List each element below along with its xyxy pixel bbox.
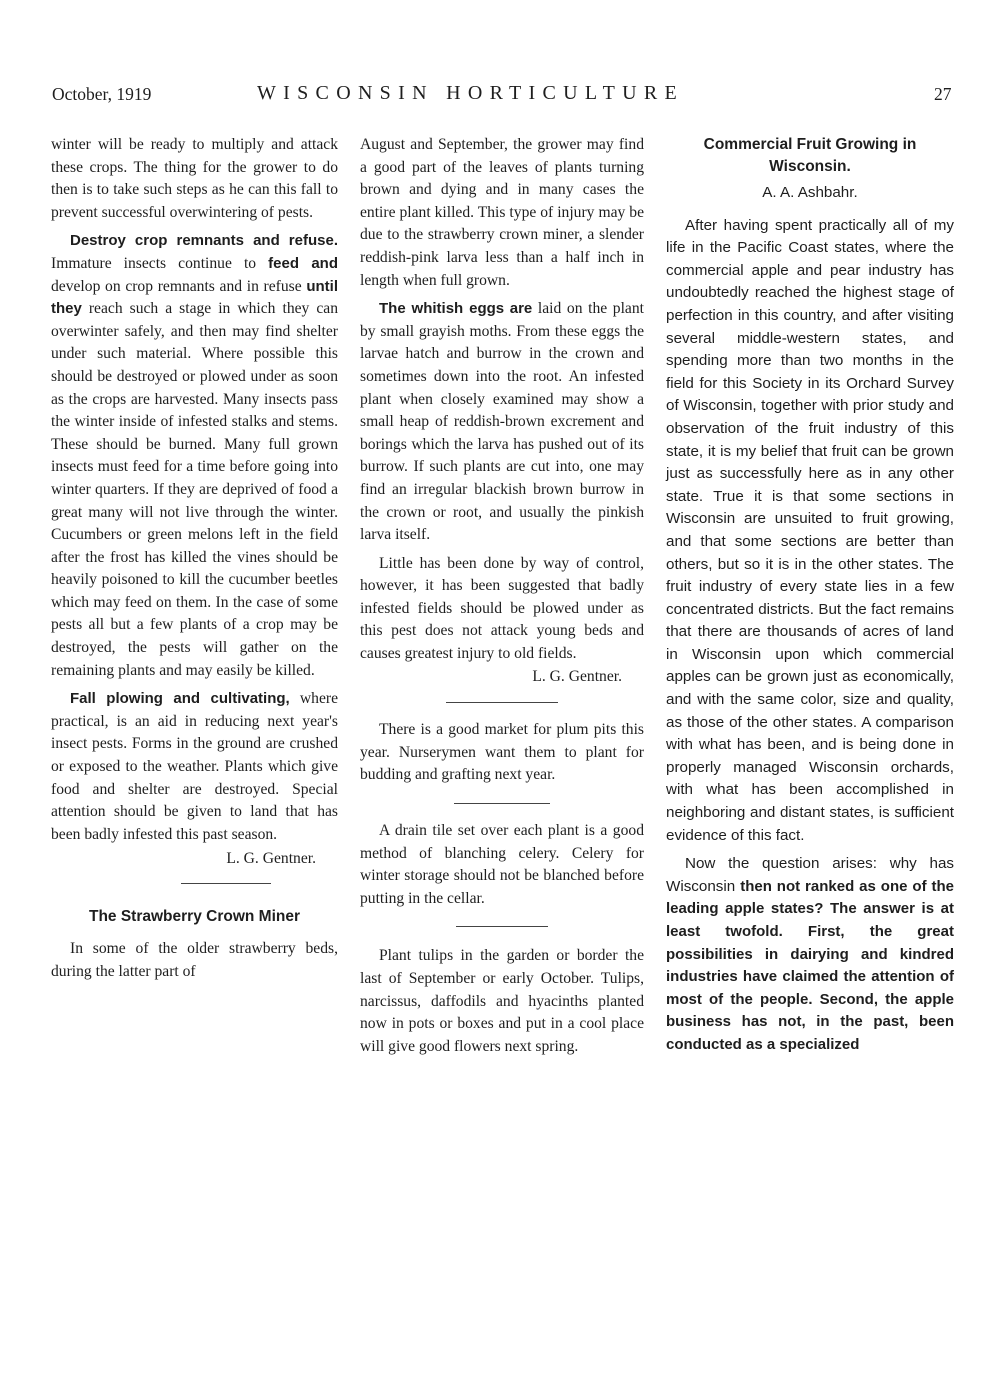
text-run: Now the question arises: why has Wisconsin	[666, 855, 954, 895]
bold-run: are	[509, 300, 533, 318]
column-left	[51, 134, 338, 983]
paragraph-fall-plowing	[51, 688, 338, 846]
column-middle	[360, 134, 644, 1058]
paragraph-question	[666, 853, 954, 1056]
note-tulips: Plant tulips in the garden or border the last of September or early October. Tulips, narcissus, daffodils and hyacinths planted now in pots or boxes and put in a cool place will give good flowers next spring.	[360, 947, 644, 1055]
signature-gentner: L. G. Gentner.	[226, 850, 316, 868]
divider	[454, 803, 550, 804]
bold-run: until they	[51, 277, 338, 318]
paragraph-strawberry-intro: In some of the older strawberry beds, during the latter part of	[51, 940, 338, 980]
paragraph-overwintering: winter will be ready to multiply and attack these crops. The thing for the grower to do then is to take such steps as he can this fall to prevent successful overwintering of pests.	[51, 136, 338, 221]
paragraph-destroy-remnants	[51, 230, 338, 682]
paragraph-pacific-coast: After having spent practically all of my life in the Pacific Coast states, where the commercial apple and pear industry has undoubtedly reached the highest stage of perfection in this country, and after visiting several middle-western states, and spending more than two months in the field for this Society in its Orchard Survey of Wisconsin, together with prior study and observation of the fruit industry of this state, it is my belief that fruit can be grown just as successfully here as in any other state. True it is that some sections in Wisconsin are unsuited to fruit growing, and that some sections are better than others, but so it is in the other states. The fruit industry of every state lies in a few concentrated districts. But the fact remains that there are thousands of acres of land in Wisconsin upon which commercial apples can be grown just as economically, and with the same color, size and quality, as those of the other states. A comparison with what has been, and is being done in properly managed Wisconsin orchards, with what has been accomplished in neighboring and distant states, is sufficient evidence of this fact.	[666, 216, 954, 844]
subhead-fall-plowing: Fall plowing and cultivating,	[70, 690, 290, 708]
bold-run: then not ranked as one of the leading apple states? The answer is at least twofold. First, the great possibilities in dairying and kindred industries have claimed the attention of most of the people. Second, the apple business has not, in the past, been conducted as a specialized	[666, 877, 954, 1053]
text-run: laid on the plant by small grayish moths. From these eggs the larvae hatch and burrow in the crown and sometimes down into the root. An infested plant when closely examined may show a small heap of reddish-brown excrement and borings which the larva has pushed out of its burrow. If such plants are cut into, one may find an irregular blackish brown burrow in the crown or root, and usually the pinkish larva itself.	[360, 300, 644, 544]
text-run: Immature insects continue to	[51, 254, 269, 272]
page-number: 27	[934, 84, 952, 104]
text-run: develop on crop remnants and in refuse	[51, 277, 307, 295]
issue-date: October, 1919	[52, 84, 152, 104]
text-run: reach such a stage in which they can overwinter safely, and then may find shelter under such material. Where possible this should be destroyed or plowed under as soon as the crops are harvested. Many insects pass the winter inside of infested stalks and stems. These should be burned. Many full grown insects must feed for a time before going into winter quarters. If they are deprived of food a great many will not live through the winter. Cucumbers or green melons left in the field after the frost has killed the vines should be heavily poisoned to kill the cucumber beetles which may feed on them. In the case of some pests all but a few plants of a crop may be destroyed, the pests will gather on the remaining plants and may easily be killed.	[51, 300, 338, 679]
divider	[456, 926, 548, 927]
divider	[446, 702, 558, 703]
note-plum-pits: There is a good market for plum pits this year. Nurserymen want them to plant for budding and grafting next year.	[360, 721, 644, 784]
note-celery: A drain tile set over each plant is a good method of blanching celery. Celery for winter storage should not be blanched before putting in the cellar.	[360, 822, 644, 907]
subhead-whitish-eggs: The whitish eggs	[379, 300, 505, 318]
column-right	[666, 134, 954, 1057]
text-run: where practical, is an aid in reducing next year's insect pests. Forms in the ground are crushed or exposed to the weather. Plants which give food and shelter are destroyed. Special attention should be given to land that has been badly infested this past season.	[51, 690, 338, 843]
page-header	[0, 84, 1005, 114]
article-heading-strawberry: The Strawberry Crown Miner	[88, 908, 300, 925]
signature-gentner: L. G. Gentner.	[532, 667, 622, 685]
paragraph-whitish-eggs	[360, 298, 644, 547]
subhead-destroy-remnants: Destroy crop remnants and refuse.	[70, 232, 338, 250]
article-heading-commercial: Commercial Fruit Growing in Wisconsin.	[703, 136, 917, 175]
journal-title: WISCONSIN HORTICULTURE	[257, 82, 684, 104]
article-author: A. A. Ashbahr.	[762, 184, 858, 201]
divider	[181, 883, 271, 884]
paragraph-control: Little has been done by way of control, however, it has been suggested that badly infested fields should be plowed under as this pest does not attack young beds and causes greatest injury to old fields.	[360, 554, 644, 663]
paragraph-crown-miner: August and September, the grower may find a good part of the leaves of plants turning brown and dying and in many cases the entire plant killed. This type of injury may be due to the strawberry crown miner, a slender reddish-pink larva less than a half inch in length when full grown.	[360, 136, 644, 289]
bold-run: feed and	[268, 254, 338, 272]
